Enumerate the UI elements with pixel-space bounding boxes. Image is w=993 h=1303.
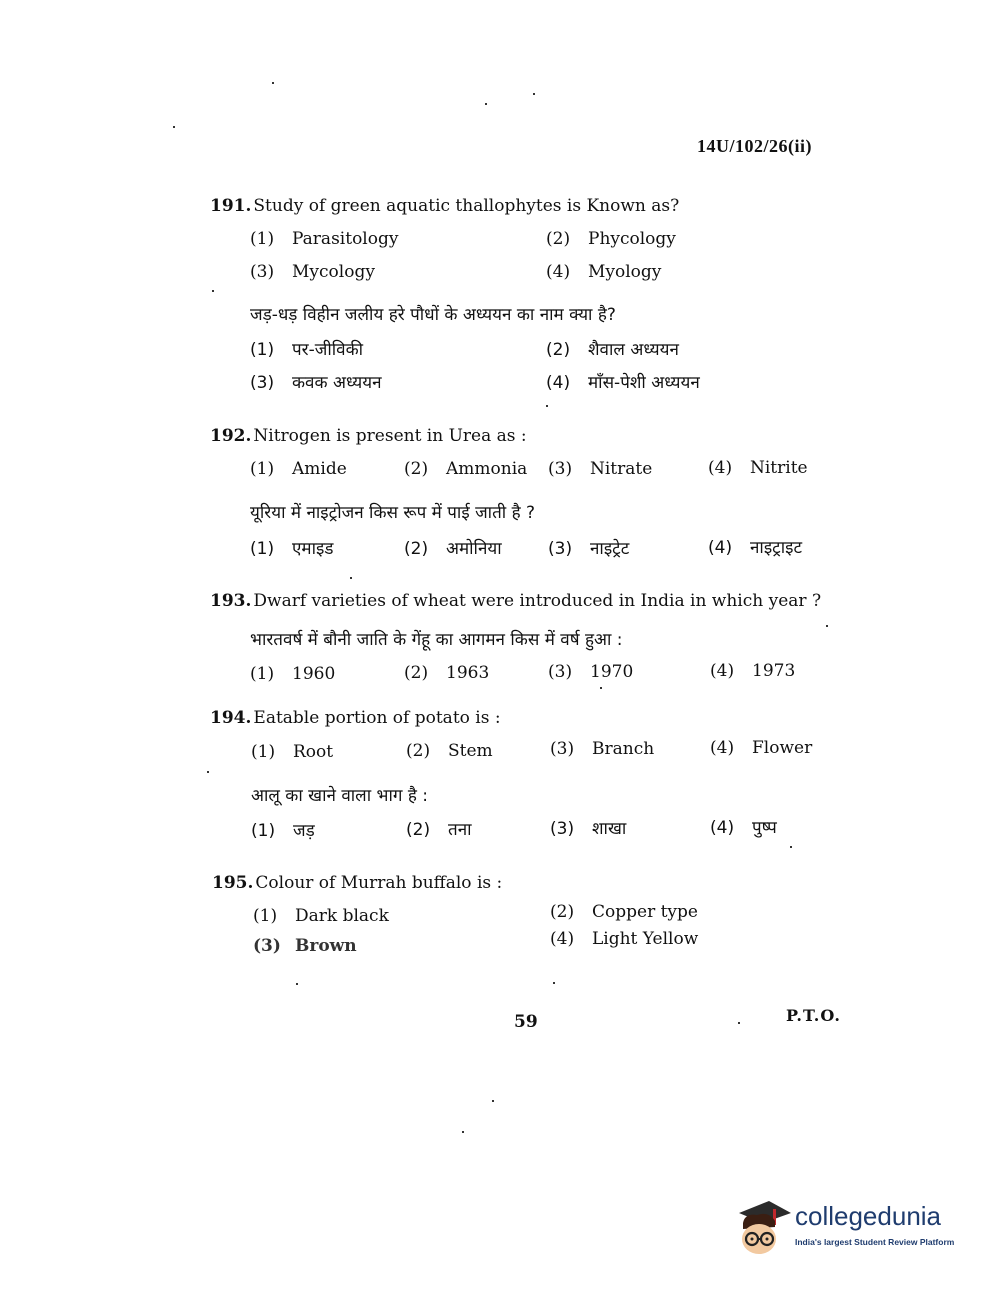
q192-option-3: (3) Nitrate [548,459,653,479]
page-number: 59 [514,1012,538,1032]
question-195 [212,873,502,893]
question-text: Dwarf varieties of wheat were introduced in India in which year ? [253,591,822,611]
q194-hindi-text: आलू का खाने वाला भाग है : [251,786,428,806]
q194-option-3: (3) Branch [550,739,655,759]
scan-speck [738,1022,740,1024]
brand-tagline: India's largest Student Review Platform [795,1237,955,1247]
scan-speck [272,82,274,84]
q191-option-3: (3) Mycology [250,262,375,282]
q192-hindi-text: यूरिया में नाइट्रोजन किस रूप में पाई जाती है ? [250,503,536,523]
q191-option-1: (1) Parasitology [250,229,399,249]
q191-hindi-option-3: (3) कवक अध्ययन [250,373,382,393]
q195-option-2: (2) Copper type [550,902,698,922]
question-text: Study of green aquatic thallophytes is Known as? [253,196,680,216]
question-number: 194. [210,708,252,728]
q192-hindi-option-3: (3) नाइट्रेट [548,539,630,559]
question-text: Colour of Murrah buffalo is : [255,873,503,893]
scan-speck [553,982,555,984]
scan-speck [173,126,175,128]
scan-speck [485,103,487,105]
q193-option-2: (2) 1963 [404,663,490,683]
scan-speck [212,290,214,292]
paper-code: 14U/102/26(ii) [697,136,812,156]
q194-option-1: (1) Root [251,742,334,762]
q191-option-4: (4) Myology [546,262,662,282]
q191-hindi-option-2: (2) शैवाल अध्ययन [546,340,679,360]
scan-speck [790,846,792,848]
scan-speck [600,687,602,689]
q194-hindi-option-2: (2) तना [406,820,472,840]
q193-option-3: (3) 1970 [548,662,634,682]
pto-label: P.T.O. [786,1006,841,1025]
brand-name: collegedunia [795,1201,942,1231]
question-number: 195. [212,873,254,893]
scan-speck [546,405,548,407]
question-number: 191. [210,196,252,216]
q192-hindi-option-4: (4) नाइट्राइट [708,538,803,558]
question-text: Nitrogen is present in Urea as : [253,426,527,446]
question-number: 193. [210,591,252,611]
q191-hindi-option-1: (1) पर-जीविकी [250,340,364,360]
q193-hindi-text: भारतवर्ष में बौनी जाति के गेंहू का आगमन किस में वर्ष हुआ : [250,630,623,650]
q193-option-1: (1) 1960 [250,664,336,684]
q192-hindi-option-1: (1) एमाइड [250,539,334,559]
scan-speck [492,1100,494,1102]
scan-speck [462,1131,464,1133]
question-194 [210,708,501,728]
q194-hindi-option-4: (4) पुष्प [710,818,777,838]
scan-speck [350,577,352,579]
question-text: Eatable portion of potato is : [253,708,501,728]
q195-option-3: (3) Brown [253,936,357,956]
scan-speck [207,771,209,773]
question-number: 192. [210,426,252,446]
mascot-icon [735,1195,793,1261]
q193-option-4: (4) 1973 [710,661,796,681]
q192-option-1: (1) Amide [250,459,347,479]
q195-option-1: (1) Dark black [253,906,389,926]
q192-option-4: (4) Nitrite [708,458,808,478]
q191-hindi-option-4: (4) माँस-पेशी अध्ययन [546,373,700,393]
q191-hindi-text: जड़-धड़ विहीन जलीय हरे पौधों के अध्ययन का नाम क्या है? [250,305,616,325]
q192-hindi-option-2: (2) अमोनिया [404,539,502,559]
scan-speck [533,93,535,95]
q194-hindi-option-3: (3) शाखा [550,819,627,839]
q195-option-4: (4) Light Yellow [550,929,699,949]
q191-option-2: (2) Phycology [546,229,676,249]
scan-speck [826,625,828,627]
question-192 [210,426,527,446]
q194-option-2: (2) Stem [406,741,493,761]
scan-speck [296,983,298,985]
collegedunia-logo[interactable] [735,1195,965,1261]
question-193 [210,591,821,611]
q192-option-2: (2) Ammonia [404,459,528,479]
question-191 [210,196,679,216]
q194-hindi-option-1: (1) जड़ [251,821,315,841]
q194-option-4: (4) Flower [710,738,813,758]
